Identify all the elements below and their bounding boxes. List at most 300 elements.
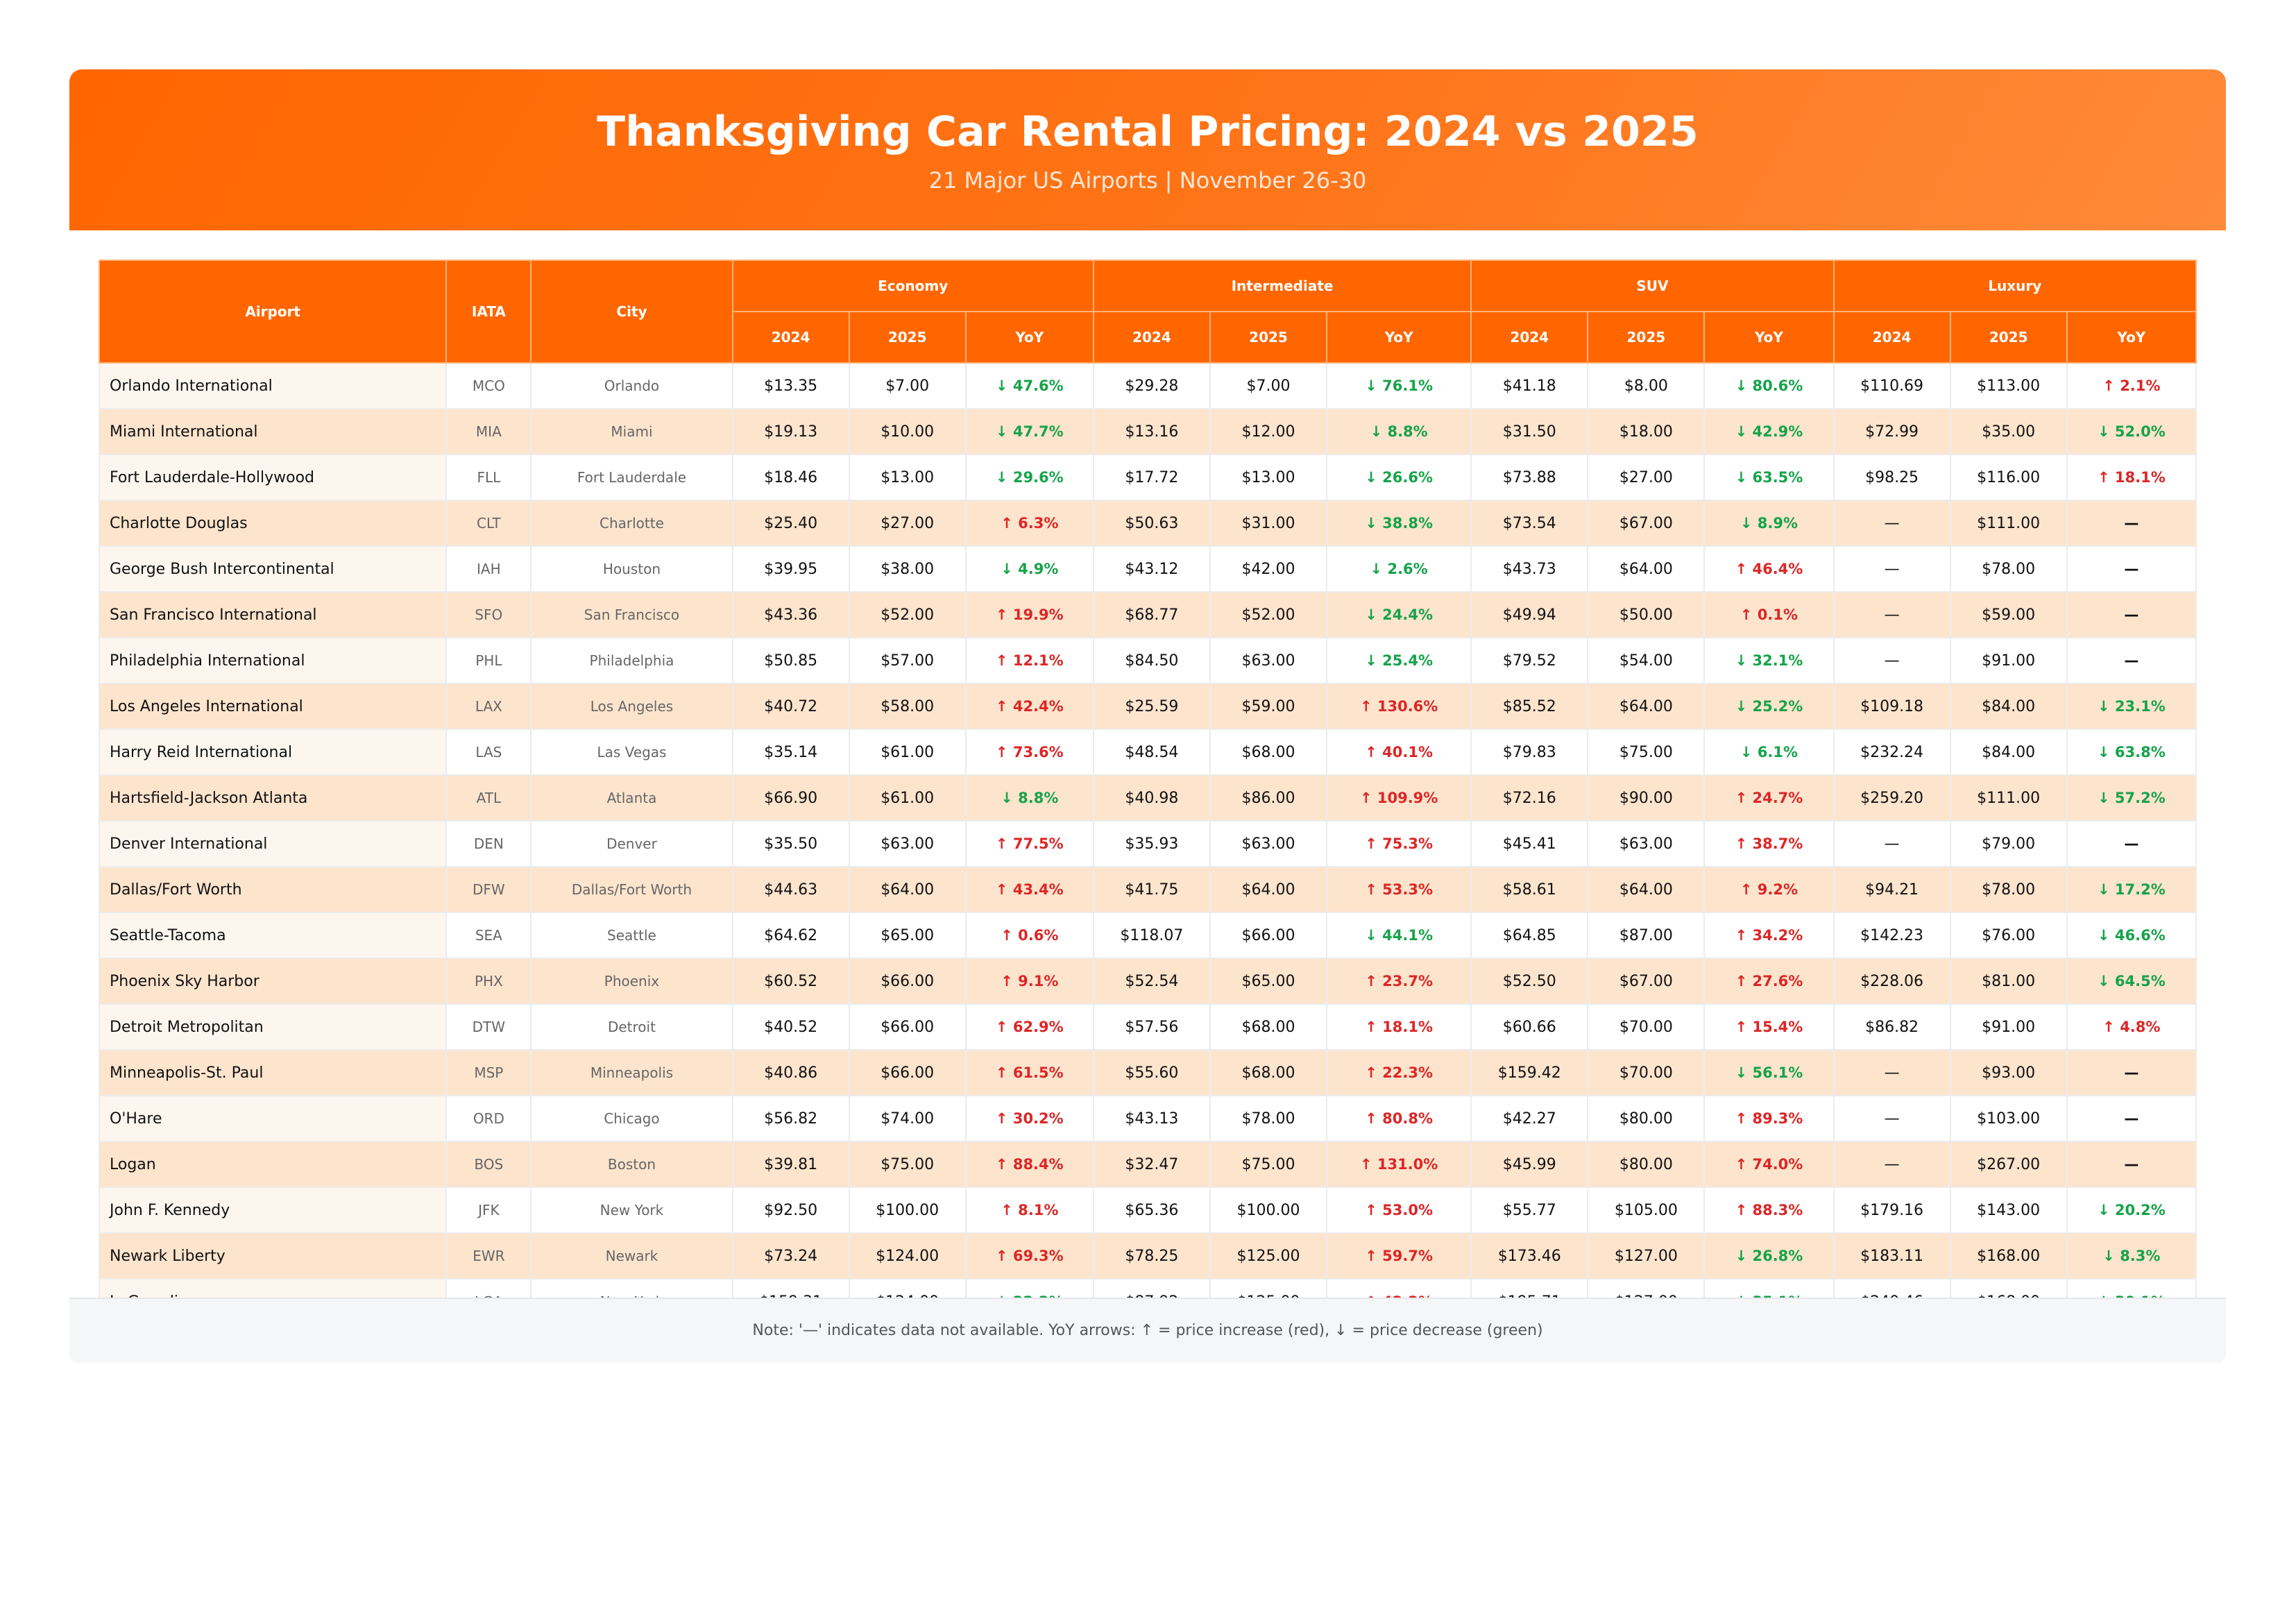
iata-code-cell: LAS	[446, 729, 531, 775]
iata-code-cell: BOS	[446, 1141, 531, 1187]
price-2025-cell: $18.00	[1588, 409, 1704, 454]
price-2024-cell: $50.63	[1094, 500, 1210, 546]
table-row	[99, 775, 2196, 821]
city-cell: Minneapolis	[531, 1050, 732, 1096]
price-2025-cell: $61.00	[849, 775, 966, 821]
price-2024-cell: $64.85	[1471, 912, 1588, 958]
price-2024-cell: $55.60	[1094, 1050, 1210, 1096]
price-2025-cell: $7.00	[1210, 363, 1327, 409]
yoy-change-cell: ↑ 43.4%	[966, 867, 1094, 912]
price-2025-cell: $111.00	[1950, 775, 2067, 821]
page-subtitle: 21 Major US Airports | November 26-30	[928, 167, 1367, 194]
iata-code-cell: PHL	[446, 638, 531, 683]
price-2025-cell: $100.00	[849, 1187, 966, 1233]
yoy-change-cell: ↑ 27.6%	[1704, 958, 1833, 1004]
price-2024-cell: $64.62	[733, 912, 849, 958]
price-2024-cell: —	[1834, 592, 1950, 638]
price-2024-cell: $85.52	[1471, 683, 1588, 729]
airport-name-cell: San Francisco International	[99, 592, 446, 638]
col-header-year: 2025	[1588, 312, 1704, 363]
col-header-yoy: YoY	[966, 312, 1094, 363]
price-2024-cell: $73.88	[1471, 454, 1588, 500]
price-2025-cell: $63.00	[849, 821, 966, 867]
airport-name-cell: Los Angeles International	[99, 683, 446, 729]
yoy-change-cell: ↓ 24.4%	[1327, 592, 1471, 638]
col-header-city: City	[531, 260, 732, 363]
yoy-change-cell: ↑ 74.0%	[1704, 1141, 1833, 1187]
price-2024-cell: $13.16	[1094, 409, 1210, 454]
city-cell: Newark	[531, 1233, 732, 1279]
table-row	[99, 958, 2196, 1004]
price-2025-cell: $75.00	[849, 1141, 966, 1187]
price-2025-cell: $64.00	[1210, 867, 1327, 912]
price-2025-cell: $75.00	[1210, 1141, 1327, 1187]
yoy-change-cell: —	[2067, 638, 2196, 683]
price-2025-cell: $75.00	[1588, 729, 1704, 775]
price-2024-cell: $173.46	[1471, 1233, 1588, 1279]
price-2024-cell: $39.95	[733, 546, 849, 592]
table-row	[99, 454, 2196, 500]
yoy-change-cell: ↑ 23.7%	[1327, 958, 1471, 1004]
price-2025-cell: $38.00	[849, 546, 966, 592]
yoy-change-cell: ↑ 40.1%	[1327, 729, 1471, 775]
price-2025-cell: $105.00	[1588, 1187, 1704, 1233]
yoy-change-cell: ↓ 80.6%	[1704, 363, 1833, 409]
price-2025-cell: $59.00	[1210, 683, 1327, 729]
price-2025-cell: $84.00	[1950, 729, 2067, 775]
city-cell: Detroit	[531, 1004, 732, 1050]
price-2025-cell: $58.00	[849, 683, 966, 729]
yoy-change-cell: ↓ 26.6%	[1327, 454, 1471, 500]
iata-code-cell: LAX	[446, 683, 531, 729]
price-2025-cell: $93.00	[1950, 1050, 2067, 1096]
price-2024-cell: $31.50	[1471, 409, 1588, 454]
price-2024-cell: $18.46	[733, 454, 849, 500]
col-header-year: 2024	[1834, 312, 1950, 363]
group-header-suv: SUV	[1471, 260, 1833, 312]
table-row	[99, 867, 2196, 912]
yoy-change-cell: ↑ 18.1%	[1327, 1004, 1471, 1050]
price-2025-cell: $64.00	[1588, 546, 1704, 592]
price-2025-cell: $65.00	[1210, 958, 1327, 1004]
yoy-change-cell: —	[2067, 1096, 2196, 1141]
yoy-change-cell: ↓ 29.6%	[966, 454, 1094, 500]
price-2024-cell: $52.54	[1094, 958, 1210, 1004]
price-2025-cell: $54.00	[1588, 638, 1704, 683]
city-cell: Houston	[531, 546, 732, 592]
city-cell: Boston	[531, 1141, 732, 1187]
price-2024-cell: $72.16	[1471, 775, 1588, 821]
yoy-change-cell: ↑ 6.3%	[966, 500, 1094, 546]
price-2025-cell: $13.00	[849, 454, 966, 500]
yoy-change-cell: —	[2067, 821, 2196, 867]
yoy-change-cell: ↑ 9.1%	[966, 958, 1094, 1004]
price-2025-cell: $81.00	[1950, 958, 2067, 1004]
yoy-change-cell: ↑ 18.1%	[2067, 454, 2196, 500]
yoy-change-cell: ↓ 52.0%	[2067, 409, 2196, 454]
price-2024-cell: $86.82	[1834, 1004, 1950, 1050]
airport-name-cell: Orlando International	[99, 363, 446, 409]
price-2024-cell: —	[1834, 500, 1950, 546]
yoy-change-cell: ↑ 8.1%	[966, 1187, 1094, 1233]
group-header-economy: Economy	[733, 260, 1094, 312]
city-cell: New York	[531, 1187, 732, 1233]
table-row	[99, 729, 2196, 775]
price-2024-cell: $228.06	[1834, 958, 1950, 1004]
price-2025-cell: $66.00	[1210, 912, 1327, 958]
table-row	[99, 409, 2196, 454]
airport-name-cell: Minneapolis-St. Paul	[99, 1050, 446, 1096]
iata-code-cell: DTW	[446, 1004, 531, 1050]
city-cell: Las Vegas	[531, 729, 732, 775]
price-2025-cell: $57.00	[849, 638, 966, 683]
price-2024-cell: $179.16	[1834, 1187, 1950, 1233]
price-2025-cell: $70.00	[1588, 1050, 1704, 1096]
price-2025-cell: $64.00	[1588, 683, 1704, 729]
table-row	[99, 912, 2196, 958]
yoy-change-cell: ↓ 25.4%	[1327, 638, 1471, 683]
col-header-airport: Airport	[99, 260, 446, 363]
yoy-change-cell: ↑ 46.4%	[1704, 546, 1833, 592]
price-2024-cell: $40.86	[733, 1050, 849, 1096]
price-2025-cell: $67.00	[1588, 958, 1704, 1004]
col-header-year: 2025	[849, 312, 966, 363]
yoy-change-cell: —	[2067, 546, 2196, 592]
price-2025-cell: $91.00	[1950, 1004, 2067, 1050]
price-2025-cell: $42.00	[1210, 546, 1327, 592]
yoy-change-cell: ↑ 69.3%	[966, 1233, 1094, 1279]
table-row	[99, 500, 2196, 546]
city-cell: Atlanta	[531, 775, 732, 821]
price-2025-cell: $91.00	[1950, 638, 2067, 683]
price-2024-cell: $49.94	[1471, 592, 1588, 638]
yoy-change-cell: ↓ 26.8%	[1704, 1233, 1833, 1279]
price-2024-cell: $94.21	[1834, 867, 1950, 912]
price-2024-cell: $17.72	[1094, 454, 1210, 500]
yoy-change-cell: ↓ 47.7%	[966, 409, 1094, 454]
price-2024-cell: $183.11	[1834, 1233, 1950, 1279]
airport-name-cell: Dallas/Fort Worth	[99, 867, 446, 912]
price-2024-cell: $41.75	[1094, 867, 1210, 912]
price-2024-cell: $40.72	[733, 683, 849, 729]
yoy-change-cell: ↑ 15.4%	[1704, 1004, 1833, 1050]
price-2024-cell: $57.56	[1094, 1004, 1210, 1050]
col-header-year: 2024	[1471, 312, 1588, 363]
price-2024-cell: $72.99	[1834, 409, 1950, 454]
price-2025-cell: $125.00	[1210, 1233, 1327, 1279]
price-2025-cell: $59.00	[1950, 592, 2067, 638]
price-2025-cell: $90.00	[1588, 775, 1704, 821]
price-2024-cell: $40.52	[733, 1004, 849, 1050]
price-2025-cell: $116.00	[1950, 454, 2067, 500]
price-2025-cell: $80.00	[1588, 1141, 1704, 1187]
yoy-change-cell: ↓ 63.5%	[1704, 454, 1833, 500]
price-2024-cell: $32.47	[1094, 1141, 1210, 1187]
yoy-change-cell: ↑ 2.1%	[2067, 363, 2196, 409]
iata-code-cell: CLT	[446, 500, 531, 546]
price-2024-cell: $35.14	[733, 729, 849, 775]
yoy-change-cell: ↑ 53.3%	[1327, 867, 1471, 912]
price-2024-cell: —	[1834, 638, 1950, 683]
city-cell: San Francisco	[531, 592, 732, 638]
price-2024-cell: $66.90	[733, 775, 849, 821]
price-2024-cell: $52.50	[1471, 958, 1588, 1004]
yoy-change-cell: ↑ 62.9%	[966, 1004, 1094, 1050]
table-row	[99, 1187, 2196, 1233]
yoy-change-cell: —	[2067, 500, 2196, 546]
yoy-change-cell: ↓ 8.8%	[1327, 409, 1471, 454]
col-header-yoy: YoY	[2067, 312, 2196, 363]
price-2025-cell: $50.00	[1588, 592, 1704, 638]
price-2024-cell: $40.98	[1094, 775, 1210, 821]
yoy-change-cell: ↑ 38.7%	[1704, 821, 1833, 867]
price-2025-cell: $27.00	[849, 500, 966, 546]
yoy-change-cell: ↓ 42.9%	[1704, 409, 1833, 454]
yoy-change-cell: ↓ 25.2%	[1704, 683, 1833, 729]
iata-code-cell: MSP	[446, 1050, 531, 1096]
airport-name-cell: Harry Reid International	[99, 729, 446, 775]
city-cell: Los Angeles	[531, 683, 732, 729]
price-2025-cell: $78.00	[1950, 546, 2067, 592]
yoy-change-cell: ↑ 130.6%	[1327, 683, 1471, 729]
yoy-change-cell: ↓ 6.1%	[1704, 729, 1833, 775]
table-row	[99, 1050, 2196, 1096]
yoy-change-cell: ↑ 73.6%	[966, 729, 1094, 775]
iata-code-cell: ORD	[446, 1096, 531, 1141]
price-2024-cell: $43.36	[733, 592, 849, 638]
yoy-change-cell: ↑ 80.8%	[1327, 1096, 1471, 1141]
price-2025-cell: $68.00	[1210, 729, 1327, 775]
price-2025-cell: $7.00	[849, 363, 966, 409]
table-row	[99, 1096, 2196, 1141]
yoy-change-cell: ↓ 63.8%	[2067, 729, 2196, 775]
city-cell: Philadelphia	[531, 638, 732, 683]
footer-note: Note: '—' indicates data not available. YoY arrows: ↑ = price increase (red), ↓ = price decrease (green)	[69, 1298, 2226, 1363]
price-2025-cell: $61.00	[849, 729, 966, 775]
yoy-change-cell: ↑ 24.7%	[1704, 775, 1833, 821]
airport-name-cell: Newark Liberty	[99, 1233, 446, 1279]
price-2025-cell: $66.00	[849, 958, 966, 1004]
price-2024-cell: $65.36	[1094, 1187, 1210, 1233]
price-2025-cell: $168.00	[1950, 1233, 2067, 1279]
price-2024-cell: $19.13	[733, 409, 849, 454]
pricing-table	[99, 260, 2197, 1325]
price-2024-cell: $60.52	[733, 958, 849, 1004]
price-2025-cell: $63.00	[1210, 821, 1327, 867]
price-2024-cell: $159.42	[1471, 1050, 1588, 1096]
header-row-groups	[99, 260, 2196, 312]
price-2025-cell: $84.00	[1950, 683, 2067, 729]
airport-name-cell: Charlotte Douglas	[99, 500, 446, 546]
yoy-change-cell: —	[2067, 1050, 2196, 1096]
group-header-luxury: Luxury	[1834, 260, 2196, 312]
yoy-change-cell: ↑ 9.2%	[1704, 867, 1833, 912]
yoy-change-cell: ↑ 75.3%	[1327, 821, 1471, 867]
price-2024-cell: $118.07	[1094, 912, 1210, 958]
col-header-yoy: YoY	[1327, 312, 1471, 363]
table-row	[99, 683, 2196, 729]
price-2025-cell: $27.00	[1588, 454, 1704, 500]
iata-code-cell: IAH	[446, 546, 531, 592]
city-cell: Denver	[531, 821, 732, 867]
city-cell: Seattle	[531, 912, 732, 958]
price-2024-cell: —	[1834, 546, 1950, 592]
yoy-change-cell: ↑ 22.3%	[1327, 1050, 1471, 1096]
group-header-intermediate: Intermediate	[1094, 260, 1471, 312]
table-row	[99, 1233, 2196, 1279]
airport-name-cell: Denver International	[99, 821, 446, 867]
price-2024-cell: $45.41	[1471, 821, 1588, 867]
price-2025-cell: $267.00	[1950, 1141, 2067, 1187]
price-2024-cell: $73.54	[1471, 500, 1588, 546]
yoy-change-cell: —	[2067, 1141, 2196, 1187]
price-2024-cell: $232.24	[1834, 729, 1950, 775]
yoy-change-cell: ↑ 89.3%	[1704, 1096, 1833, 1141]
price-2024-cell: $60.66	[1471, 1004, 1588, 1050]
price-2024-cell: —	[1834, 821, 1950, 867]
city-cell: Orlando	[531, 363, 732, 409]
airport-name-cell: Hartsfield-Jackson Atlanta	[99, 775, 446, 821]
table-row	[99, 638, 2196, 683]
price-2024-cell: $48.54	[1094, 729, 1210, 775]
col-header-year: 2025	[1950, 312, 2067, 363]
price-2024-cell: $41.18	[1471, 363, 1588, 409]
price-2025-cell: $35.00	[1950, 409, 2067, 454]
price-2024-cell: $110.69	[1834, 363, 1950, 409]
col-header-year: 2025	[1210, 312, 1327, 363]
yoy-change-cell: ↑ 34.2%	[1704, 912, 1833, 958]
city-cell: Chicago	[531, 1096, 732, 1141]
price-2024-cell: $50.85	[733, 638, 849, 683]
price-2024-cell: $73.24	[733, 1233, 849, 1279]
yoy-change-cell: ↑ 19.9%	[966, 592, 1094, 638]
page-title: Thanksgiving Car Rental Pricing: 2024 vs 2025	[597, 108, 1699, 156]
col-header-year: 2024	[1094, 312, 1210, 363]
price-2024-cell: $13.35	[733, 363, 849, 409]
price-2024-cell: $259.20	[1834, 775, 1950, 821]
table-row	[99, 363, 2196, 409]
yoy-change-cell: ↓ 56.1%	[1704, 1050, 1833, 1096]
yoy-change-cell: ↓ 46.6%	[2067, 912, 2196, 958]
price-2024-cell: $25.40	[733, 500, 849, 546]
price-2024-cell: $79.52	[1471, 638, 1588, 683]
iata-code-cell: SFO	[446, 592, 531, 638]
price-2025-cell: $67.00	[1588, 500, 1704, 546]
yoy-change-cell: ↑ 131.0%	[1327, 1141, 1471, 1187]
yoy-change-cell: ↓ 4.9%	[966, 546, 1094, 592]
price-2024-cell: $92.50	[733, 1187, 849, 1233]
col-header-yoy: YoY	[1704, 312, 1833, 363]
city-cell: Miami	[531, 409, 732, 454]
yoy-change-cell: ↑ 4.8%	[2067, 1004, 2196, 1050]
price-2025-cell: $143.00	[1950, 1187, 2067, 1233]
price-2025-cell: $80.00	[1588, 1096, 1704, 1141]
price-2025-cell: $31.00	[1210, 500, 1327, 546]
airport-name-cell: George Bush Intercontinental	[99, 546, 446, 592]
price-2025-cell: $64.00	[1588, 867, 1704, 912]
iata-code-cell: MCO	[446, 363, 531, 409]
airport-name-cell: Logan	[99, 1141, 446, 1187]
price-2025-cell: $68.00	[1210, 1050, 1327, 1096]
city-cell: Fort Lauderdale	[531, 454, 732, 500]
table-row	[99, 592, 2196, 638]
table-row	[99, 1141, 2196, 1187]
price-2024-cell: $44.63	[733, 867, 849, 912]
table-row	[99, 821, 2196, 867]
table-body	[99, 363, 2196, 1325]
price-2024-cell: $42.27	[1471, 1096, 1588, 1141]
iata-code-cell: SEA	[446, 912, 531, 958]
yoy-change-cell: ↓ 8.3%	[2067, 1233, 2196, 1279]
city-cell: Charlotte	[531, 500, 732, 546]
price-2024-cell: $98.25	[1834, 454, 1950, 500]
yoy-change-cell: ↓ 8.9%	[1704, 500, 1833, 546]
price-2024-cell: $35.93	[1094, 821, 1210, 867]
price-2024-cell: $43.13	[1094, 1096, 1210, 1141]
price-2025-cell: $12.00	[1210, 409, 1327, 454]
price-2024-cell: —	[1834, 1096, 1950, 1141]
price-2024-cell: $55.77	[1471, 1187, 1588, 1233]
price-2024-cell: $39.81	[733, 1141, 849, 1187]
price-2024-cell: $84.50	[1094, 638, 1210, 683]
airport-name-cell: Fort Lauderdale-Hollywood	[99, 454, 446, 500]
price-2024-cell: $45.99	[1471, 1141, 1588, 1187]
price-2025-cell: $66.00	[849, 1004, 966, 1050]
price-2025-cell: $10.00	[849, 409, 966, 454]
price-2024-cell: $29.28	[1094, 363, 1210, 409]
yoy-change-cell: ↑ 88.4%	[966, 1141, 1094, 1187]
yoy-change-cell: ↓ 20.2%	[2067, 1187, 2196, 1233]
airport-name-cell: O'Hare	[99, 1096, 446, 1141]
price-2025-cell: $52.00	[1210, 592, 1327, 638]
price-2024-cell: $109.18	[1834, 683, 1950, 729]
yoy-change-cell: ↑ 42.4%	[966, 683, 1094, 729]
yoy-change-cell: ↑ 53.0%	[1327, 1187, 1471, 1233]
price-2025-cell: $79.00	[1950, 821, 2067, 867]
yoy-change-cell: ↓ 47.6%	[966, 363, 1094, 409]
price-2025-cell: $87.00	[1588, 912, 1704, 958]
yoy-change-cell: ↓ 2.6%	[1327, 546, 1471, 592]
yoy-change-cell: ↑ 77.5%	[966, 821, 1094, 867]
table-row	[99, 546, 2196, 592]
price-2025-cell: $70.00	[1588, 1004, 1704, 1050]
price-2025-cell: $63.00	[1588, 821, 1704, 867]
price-2024-cell: $25.59	[1094, 683, 1210, 729]
yoy-change-cell: ↑ 12.1%	[966, 638, 1094, 683]
price-2025-cell: $127.00	[1588, 1233, 1704, 1279]
iata-code-cell: PHX	[446, 958, 531, 1004]
city-cell: Dallas/Fort Worth	[531, 867, 732, 912]
airport-name-cell: Miami International	[99, 409, 446, 454]
yoy-change-cell: ↑ 0.1%	[1704, 592, 1833, 638]
price-2025-cell: $103.00	[1950, 1096, 2067, 1141]
yoy-change-cell: ↓ 44.1%	[1327, 912, 1471, 958]
col-header-iata: IATA	[446, 260, 531, 363]
yoy-change-cell: ↓ 57.2%	[2067, 775, 2196, 821]
yoy-change-cell: ↓ 32.1%	[1704, 638, 1833, 683]
city-cell: Phoenix	[531, 958, 732, 1004]
yoy-change-cell: ↑ 59.7%	[1327, 1233, 1471, 1279]
price-2024-cell: $58.61	[1471, 867, 1588, 912]
yoy-change-cell: ↑ 61.5%	[966, 1050, 1094, 1096]
price-2025-cell: $68.00	[1210, 1004, 1327, 1050]
yoy-change-cell: ↓ 23.1%	[2067, 683, 2196, 729]
yoy-change-cell: ↑ 109.9%	[1327, 775, 1471, 821]
price-2025-cell: $78.00	[1210, 1096, 1327, 1141]
report-card	[69, 69, 2226, 1325]
price-2025-cell: $86.00	[1210, 775, 1327, 821]
yoy-change-cell: ↓ 17.2%	[2067, 867, 2196, 912]
